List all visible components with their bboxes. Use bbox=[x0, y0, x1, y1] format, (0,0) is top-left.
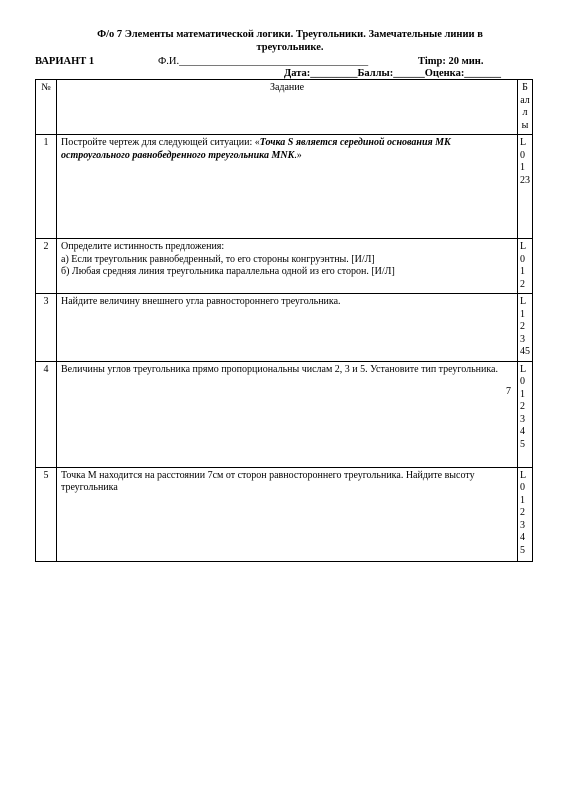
task-number: 4 bbox=[36, 361, 57, 467]
task-line: а) Если треугольник равнобедренный, то его стороны конгруэнтны. [И/Л] bbox=[61, 253, 375, 265]
task-text-italic: Точка S является серединой основания MK остроугольного равнобедренного треугольника MNK bbox=[61, 137, 451, 161]
task-points: L 0 1 2 bbox=[518, 239, 533, 294]
task-text-plain: Постройте чертеж для следующей ситуации: « bbox=[61, 137, 260, 148]
header-task: Задание bbox=[57, 80, 518, 135]
date-points-grade-line: Дата:_________Баллы:______Оценка:_______ bbox=[284, 68, 502, 79]
time-label: Timp: 20 мин. bbox=[418, 56, 484, 67]
table-row bbox=[36, 294, 533, 362]
task-text: Точка M находится на расстоянии 7см от сторон равностороннего треугольника. Найдите высоту треугольника bbox=[57, 467, 518, 561]
task-number: 5 bbox=[36, 467, 57, 561]
table-row bbox=[36, 467, 533, 561]
table-row bbox=[36, 239, 533, 294]
table-row bbox=[36, 361, 533, 467]
name-field: Ф.И.____________________________________ bbox=[158, 56, 369, 67]
title-line-2: треугольнике. bbox=[256, 42, 324, 53]
task-number: 2 bbox=[36, 239, 57, 294]
task-number: 3 bbox=[36, 294, 57, 362]
task-points: L 0 1 23 bbox=[518, 135, 533, 239]
side-mark: 7 bbox=[506, 386, 511, 397]
task-text: Найдите величину внешнего угла равностороннего треугольника. bbox=[57, 294, 518, 362]
header-points: Баллы bbox=[518, 80, 533, 135]
table-row bbox=[36, 135, 533, 239]
task-line: б) Любая средняя линия треугольника параллельна одной из его сторон. [И/Л] bbox=[61, 266, 395, 277]
task-points: L 1 2 3 45 bbox=[518, 294, 533, 362]
task-points: L 0 1 2 3 4 5 bbox=[518, 361, 533, 467]
variant-label: ВАРИАНТ 1 bbox=[35, 56, 95, 67]
task-number: 1 bbox=[36, 135, 57, 239]
task-points: L 0 1 2 3 4 5 bbox=[518, 467, 533, 561]
header-number: № bbox=[36, 80, 57, 135]
task-text bbox=[57, 239, 518, 294]
task-text bbox=[57, 361, 518, 467]
task-text bbox=[57, 135, 518, 239]
task-line: Определите истинность предложения: bbox=[61, 241, 225, 252]
title-line-1: Ф/о 7 Элементы математической логики. Треугольники. Замечательные линии в bbox=[97, 29, 483, 40]
page-title bbox=[60, 28, 520, 54]
task-line: Величины углов треугольника прямо пропорциональны числам 2, 3 и 5. Установите тип треугольника. bbox=[61, 363, 498, 375]
task-text-end: .» bbox=[294, 149, 302, 161]
table-header-row bbox=[36, 80, 533, 135]
tasks-table bbox=[35, 79, 533, 562]
